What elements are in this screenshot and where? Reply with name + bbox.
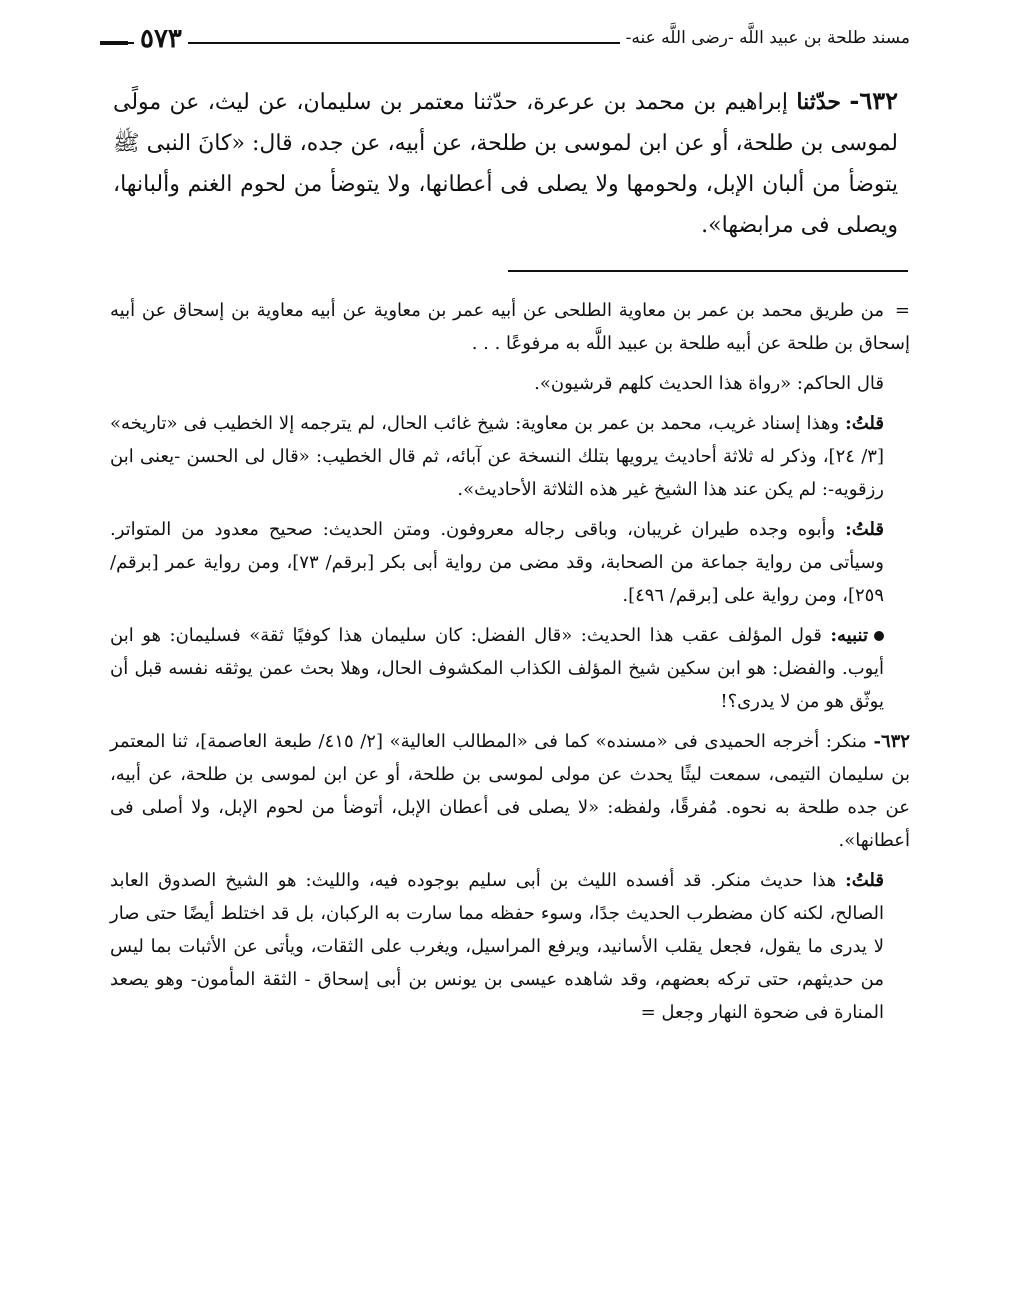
hadith-lead-word: حدّثنا [796,89,841,115]
note-paragraph-6 [110,725,910,857]
note-paragraph-2 [110,367,910,400]
footnotes [110,294,910,1036]
note-text-5: قول المؤلف عقب هذا الحديث: «قال الفضل: كان سليمان هذا كوفيًا ثقة» فسليمان: هو ابن أيوب. والفضل: هو ابن سكين شيخ المؤلف الكذاب المكشوف الحال، وهلا بحث عمن يوثقه نفسه قبل أن يوثّق هو من لا يدرى؟! [110,625,884,712]
note-paragraph-5 [110,619,910,718]
note-paragraph-4 [110,513,910,612]
running-header [100,24,910,58]
note-text-1: من طريق محمد بن عمر بن معاوية الطلحى عن أبيه عمر بن معاوية عن أبيه معاوية بن إسحاق عن أبيه إسحاق بن طلحة عن أبيه طلحة بن عبيد اللَّه به مرفوعًا . . . [110,300,910,354]
note-label-5: تنبيه: [830,625,868,646]
note-text-3: وهذا إسناد غريب، محمد بن عمر بن معاوية: شيخ غائب الحال، لم يترجمه إلا الخطيب فى «تاريخه» [٣/ ٢٤]، وذكر له ثلاثة أحاديث يرويها بتلك النسخة عن آبائه، ثم قال الخطيب: «قال لى الحسن -يعنى ابن رزقويه-: لم يكن عند هذا الشيخ غير هذه الثلاثة الأحاديث». [110,413,884,500]
note-text-2: قال الحاكم: «رواة هذا الحديث كلهم قرشيون». [534,373,884,394]
note-paragraph-3 [110,407,910,506]
note-text-6: منكر: أخرجه الحميدى فى «مسنده» كما فى «المطالب العالية» [٢/ ٤١٥/ طبعة العاصمة]، ثنا المعتمر بن سليمان التيمى، سمعت ليثًا يحدث عن مولى لموسى بن طلحة، أو عن ابن لموسى بن طلحة، عن أبيه، عن جده طلحة به نحوه. مُفرقًا، ولفظه: «لا يصلى فى أعطان الإبل، أتوضأ من لحوم الإبل، ولا أصلى فى أعطانها». [110,731,910,851]
continuation-marker: = [894,300,910,321]
hadith-number: ٦٣٢- [849,86,898,115]
note-text-7: هذا حديث منكر. قد أفسده الليث بن أبى سليم بوجوده فيه، والليث: هو الشيخ الصدوق العابد الصالح، لكنه كان مضطرب الحديث جدًا، وسوء حفظه مما سارت به الركبان، بل قد اختلط أيضًا حتى صار لا يدرى ما يقول، فجعل يقلب الأسانيد، ويرفع المراسيل، ويغرب على الثقات، ويأتى عن الأثبات بما ليس من حديثهم، حتى تركه بعضهم، وقد شاهده عيسى بن يونس بن أبى إسحاق - الثقة المأمون- وهو يصعد المنارة فى ضحوة النهار وجعل = [110,870,884,1023]
note-text-4: وأبوه وجده طيران غريبان، وباقى رجاله معروفون. ومتن الحديث: صحيح معدود من المتواتر. وسيأتى من رواية جماعة من الصحابة، وقد مضى من رواية أبى بكر [برقم/ ٧٣]، ومن رواية عمر [برقم/ ٢٥٩]، ومن رواية على [برقم/ ٤٩٦]. [110,519,885,606]
note-paragraph-7 [110,864,910,1029]
note-label-3: قلتُ: [845,413,884,434]
note-label-7: قلتُ: [845,870,884,891]
note-number-6: ٦٣٢- [873,731,910,752]
page-number: ٥٧٣ [134,24,188,54]
header-rule-end [100,41,128,45]
note-paragraph-1 [110,294,910,360]
footnote-divider [508,270,908,272]
note-label-4: قلتُ: [845,519,884,540]
bullet-icon [874,631,884,641]
header-title: مسند طلحة بن عبيد اللَّه -رضى اللَّه عنه- [620,28,910,48]
hadith-text-block [113,80,898,246]
hadith-text: إبراهيم بن محمد بن عرعرة، حدّثنا معتمر بن سليمان، عن ليث، عن مولًى لموسى بن طلحة، أو عن ابن لموسى بن طلحة، عن أبيه، عن جده، قال: «كانَ النبى ﷺ يتوضأ من ألبان الإبل، ولحومها ولا يصلى فى أعطانها، ولا يتوضأ من لحوم الغنم وألبانها، ويصلى فى مرابضها». [113,90,898,238]
